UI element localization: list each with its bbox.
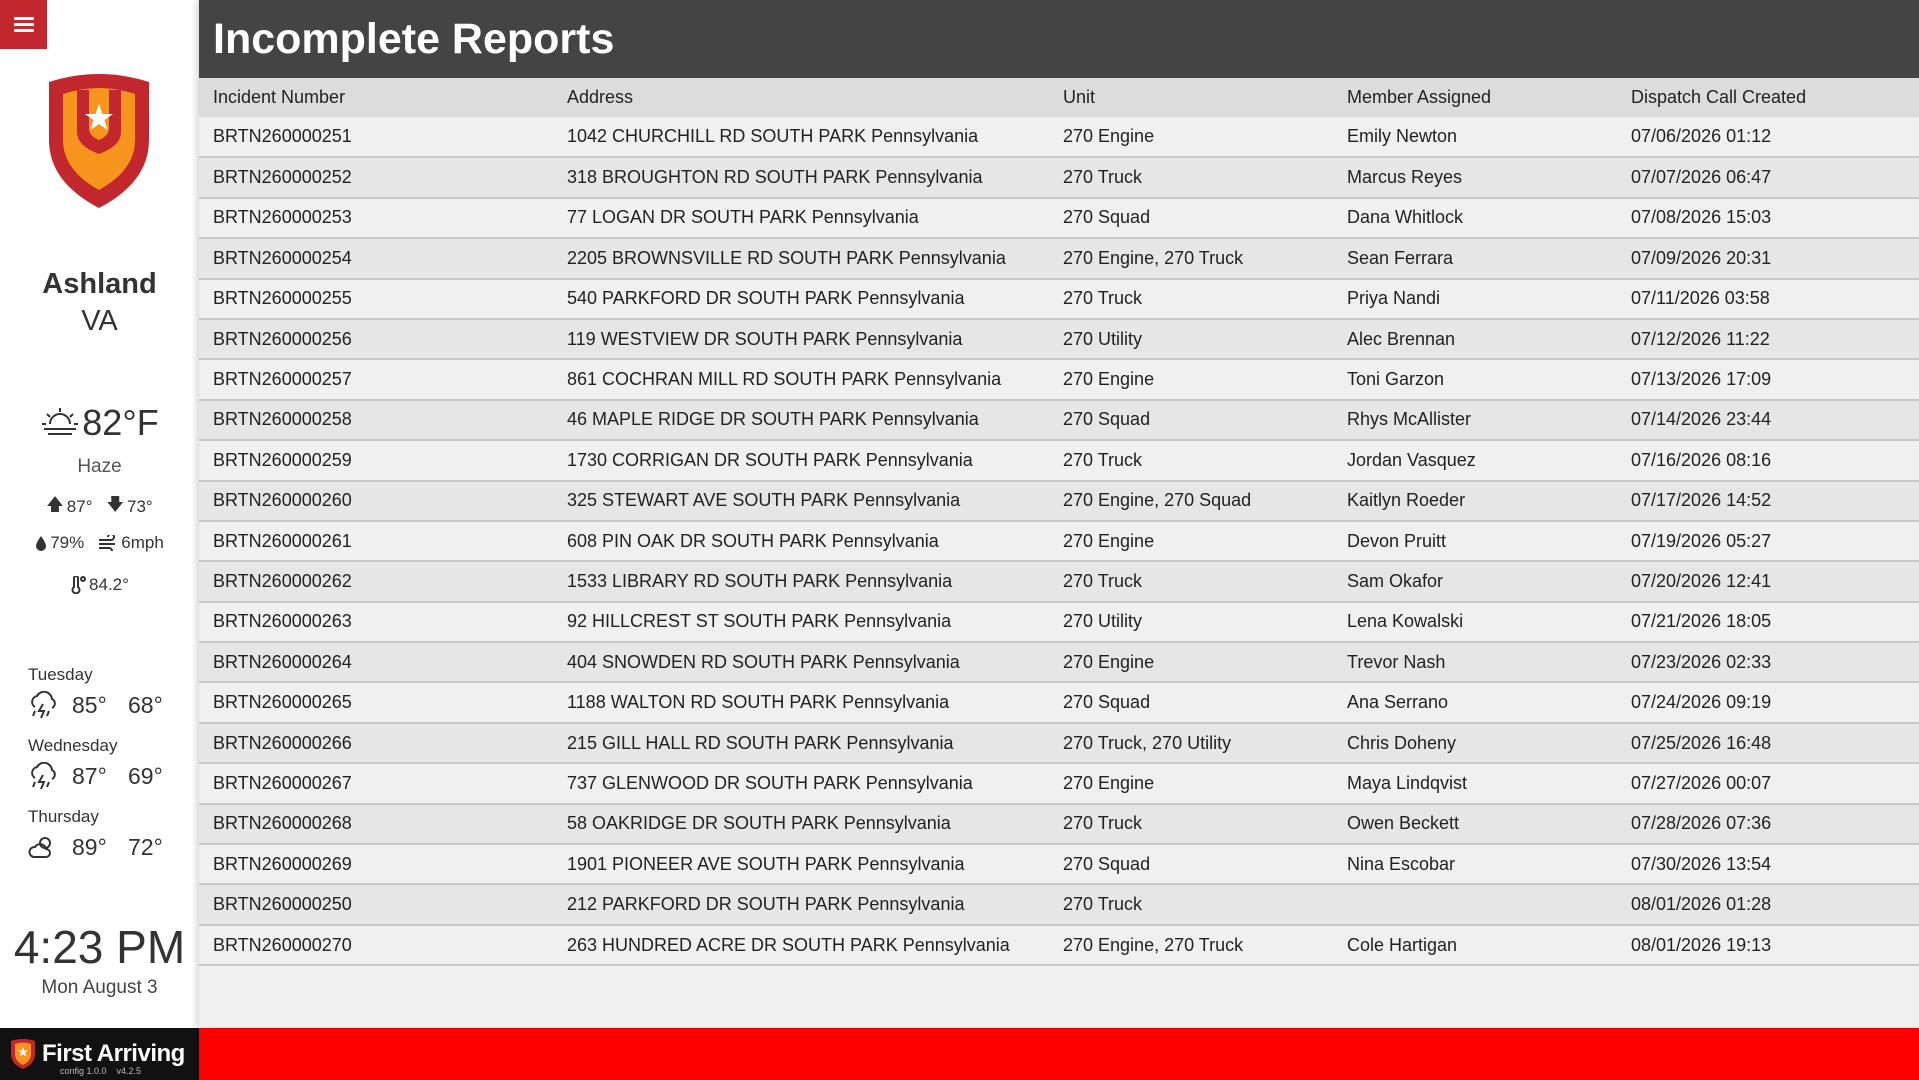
- forecast-day: [28, 807, 188, 861]
- dispatch-created-cell: 07/08/2026 15:03: [1631, 207, 1772, 228]
- unit-cell: 270 Squad: [1063, 853, 1151, 874]
- unit-cell: 270 Truck: [1063, 570, 1143, 591]
- forecast-high: 87°: [72, 762, 107, 789]
- table-row[interactable]: [199, 279, 1919, 319]
- member-assigned-cell: Alec Brennan: [1347, 328, 1456, 349]
- address-cell: 46 MAPLE RIDGE DR SOUTH PARK Pennsylvania: [567, 409, 979, 430]
- address-cell: 1901 PIONEER AVE SOUTH PARK Pennsylvania: [567, 853, 965, 874]
- member-assigned-cell: Devon Pruitt: [1347, 530, 1447, 551]
- member-assigned-cell: Ana Serrano: [1347, 692, 1449, 713]
- table-row[interactable]: [199, 642, 1919, 682]
- dispatch-created-cell: 07/19/2026 05:27: [1631, 530, 1772, 551]
- table-row[interactable]: [199, 804, 1919, 844]
- member-assigned-cell: Nina Escobar: [1347, 853, 1456, 874]
- unit-cell: 270 Engine, 270 Squad: [1063, 490, 1252, 511]
- current-weather: [0, 402, 199, 444]
- unit-cell: 270 Engine, 270 Truck: [1063, 934, 1244, 955]
- forecast-day-name: Wednesday: [28, 736, 118, 755]
- address-cell: 737 GLENWOOD DR SOUTH PARK Pennsylvania: [567, 772, 973, 793]
- unit-cell: 270 Engine: [1063, 369, 1155, 390]
- table-row[interactable]: [199, 440, 1919, 480]
- incident-number-cell: BRTN260000258: [213, 409, 352, 430]
- dispatch-created-cell: 07/25/2026 16:48: [1631, 732, 1772, 753]
- member-assigned-cell: Dana Whitlock: [1347, 207, 1464, 228]
- member-assigned-cell: Lena Kowalski: [1347, 611, 1464, 632]
- humidity-value: 79%: [50, 533, 85, 552]
- unit-cell: 270 Engine: [1063, 126, 1155, 147]
- table-row[interactable]: [199, 884, 1919, 924]
- address-cell: 540 PARKFORD DR SOUTH PARK Pennsylvania: [567, 288, 965, 309]
- member-assigned-cell: Sam Okafor: [1347, 570, 1444, 591]
- column-header-unit[interactable]: Unit: [1063, 87, 1096, 107]
- address-cell: 861 COCHRAN MILL RD SOUTH PARK Pennsylvania: [567, 369, 1002, 390]
- incident-number-cell: BRTN260000261: [213, 530, 352, 551]
- first-arriving-logo-icon: [10, 1038, 36, 1070]
- member-assigned-cell: Maya Lindqvist: [1347, 772, 1468, 793]
- config-version: config 1.0.0: [60, 1066, 107, 1076]
- table-header-row: [199, 78, 1919, 117]
- unit-cell: 270 Squad: [1063, 409, 1151, 430]
- dispatch-created-cell: 07/21/2026 18:05: [1631, 611, 1772, 632]
- arrow-up-icon: 🡅: [46, 495, 64, 514]
- table-row[interactable]: [199, 400, 1919, 440]
- member-assigned-cell: Trevor Nash: [1347, 651, 1446, 672]
- forecast-day-name: Thursday: [28, 807, 99, 826]
- member-assigned-cell: Cole Hartigan: [1347, 934, 1458, 955]
- address-cell: 1042 CHURCHILL RD SOUTH PARK Pennsylvania: [567, 126, 979, 147]
- unit-cell: 270 Utility: [1063, 611, 1143, 632]
- dispatch-created-cell: 07/17/2026 14:52: [1631, 490, 1772, 511]
- incident-number-cell: BRTN260000268: [213, 813, 352, 834]
- incident-number-cell: BRTN260000269: [213, 853, 352, 874]
- table-row[interactable]: [199, 238, 1919, 278]
- forecast-high: 85°: [72, 691, 107, 718]
- address-cell: 263 HUNDRED ACRE DR SOUTH PARK Pennsylvania: [567, 934, 1010, 955]
- incident-number-cell: BRTN260000253: [213, 207, 352, 228]
- incident-number-cell: BRTN260000252: [213, 167, 352, 188]
- forecast-day-name: Tuesday: [28, 665, 93, 684]
- column-header-incident-number[interactable]: Incident Number: [213, 87, 346, 107]
- incident-number-cell: BRTN260000257: [213, 369, 352, 390]
- thunderstorm-icon: [28, 691, 58, 719]
- table-row[interactable]: [199, 521, 1919, 561]
- table-row[interactable]: [199, 561, 1919, 601]
- unit-cell: 270 Truck, 270 Utility: [1063, 732, 1232, 753]
- high-low: [0, 492, 199, 521]
- incident-number-cell: BRTN260000259: [213, 449, 352, 470]
- dispatch-created-cell: 08/01/2026 01:28: [1631, 894, 1772, 915]
- table-body: [199, 117, 1919, 965]
- address-cell: 1188 WALTON RD SOUTH PARK Pennsylvania: [567, 692, 950, 713]
- forecast-day: [28, 736, 188, 790]
- forecast-day: [28, 665, 188, 719]
- member-assigned-cell: Marcus Reyes: [1347, 167, 1463, 188]
- incident-number-cell: BRTN260000270: [213, 934, 352, 955]
- unit-cell: 270 Truck: [1063, 813, 1143, 834]
- incident-number-cell: BRTN260000250: [213, 894, 352, 915]
- unit-cell: 270 Truck: [1063, 288, 1143, 309]
- unit-cell: 270 Engine: [1063, 651, 1155, 672]
- dispatch-created-cell: 07/24/2026 09:19: [1631, 692, 1772, 713]
- incident-number-cell: BRTN260000262: [213, 570, 352, 591]
- member-assigned-cell: Owen Beckett: [1347, 813, 1460, 834]
- address-cell: 119 WESTVIEW DR SOUTH PARK Pennsylvania: [567, 328, 963, 349]
- unit-cell: 270 Squad: [1063, 692, 1151, 713]
- sun-haze-icon: [40, 406, 80, 440]
- address-cell: 77 LOGAN DR SOUTH PARK Pennsylvania: [567, 207, 919, 228]
- page-title: Incomplete Reports: [213, 14, 615, 63]
- low-temp: 73°: [126, 496, 153, 516]
- incident-number-cell: BRTN260000256: [213, 328, 352, 349]
- dispatch-created-cell: 07/27/2026 00:07: [1631, 772, 1772, 793]
- feels-like: [0, 575, 199, 595]
- table-row[interactable]: [199, 723, 1919, 763]
- incident-number-cell: BRTN260000260: [213, 490, 352, 511]
- wind-icon: [98, 535, 118, 551]
- table-row[interactable]: [199, 925, 1919, 965]
- incident-number-cell: BRTN260000266: [213, 732, 352, 753]
- dispatch-created-cell: 08/01/2026 19:13: [1631, 934, 1772, 955]
- arrow-down-icon: 🡇: [106, 495, 124, 514]
- incident-number-cell: BRTN260000255: [213, 288, 352, 309]
- member-assigned-cell: Toni Garzon: [1347, 369, 1445, 390]
- location-city: Ashland: [42, 268, 157, 300]
- footer-version: [60, 1066, 141, 1076]
- clock-date: Mon August 3: [41, 977, 158, 998]
- footer-status-bar: [199, 1028, 1919, 1080]
- dispatch-created-cell: 07/12/2026 11:22: [1631, 328, 1770, 349]
- weather-condition: Haze: [77, 456, 122, 477]
- table-row[interactable]: [199, 844, 1919, 884]
- unit-cell: 270 Engine: [1063, 530, 1155, 551]
- address-cell: 318 BROUGHTON RD SOUTH PARK Pennsylvania: [567, 167, 983, 188]
- footer-brand: [0, 1028, 199, 1080]
- dispatch-created-cell: 07/28/2026 07:36: [1631, 813, 1772, 834]
- forecast-low: 68°: [128, 691, 163, 718]
- app-version: v4.2.5: [116, 1066, 142, 1076]
- unit-cell: 270 Truck: [1063, 167, 1143, 188]
- address-cell: 608 PIN OAK DR SOUTH PARK Pennsylvania: [567, 530, 939, 551]
- incident-number-cell: BRTN260000265: [213, 692, 352, 713]
- menu-button[interactable]: [0, 0, 47, 49]
- hamburger-icon: [14, 17, 34, 32]
- incomplete-reports-table: [199, 78, 1919, 966]
- thermometer-icon: [70, 576, 86, 594]
- location-state: VA: [81, 305, 118, 337]
- incident-number-cell: BRTN260000267: [213, 772, 352, 793]
- address-cell: 404 SNOWDEN RD SOUTH PARK Pennsylvania: [567, 651, 960, 672]
- main-panel: [199, 0, 1919, 1028]
- address-cell: 212 PARKFORD DR SOUTH PARK Pennsylvania: [567, 894, 965, 915]
- dispatch-created-cell: 07/11/2026 03:58: [1631, 288, 1770, 309]
- address-cell: 1730 CORRIGAN DR SOUTH PARK Pennsylvania: [567, 449, 973, 470]
- column-header-address[interactable]: Address: [567, 87, 634, 107]
- table-row[interactable]: [199, 602, 1919, 642]
- forecast-low: 69°: [128, 762, 163, 789]
- table-row[interactable]: [199, 682, 1919, 722]
- unit-cell: 270 Truck: [1063, 449, 1143, 470]
- unit-cell: 270 Squad: [1063, 207, 1151, 228]
- member-assigned-cell: Emily Newton: [1347, 126, 1458, 147]
- table-row[interactable]: [199, 117, 1919, 157]
- forecast-high: 89°: [72, 833, 107, 860]
- address-cell: 58 OAKRIDGE DR SOUTH PARK Pennsylvania: [567, 813, 951, 834]
- table-row[interactable]: [199, 481, 1919, 521]
- forecast-low: 72°: [128, 833, 163, 860]
- dispatch-created-cell: 07/16/2026 08:16: [1631, 449, 1772, 470]
- incident-number-cell: BRTN260000254: [213, 247, 352, 268]
- current-temperature: 82°F: [82, 402, 159, 443]
- feels-like-value: 84.2°: [89, 575, 129, 594]
- incident-number-cell: BRTN260000263: [213, 611, 352, 632]
- incident-number-cell: BRTN260000264: [213, 651, 352, 672]
- department-badge-logo: [41, 70, 157, 210]
- table-row[interactable]: [199, 319, 1919, 359]
- incident-number-cell: BRTN260000251: [213, 126, 352, 147]
- dispatch-created-cell: 07/07/2026 06:47: [1631, 167, 1772, 188]
- address-cell: 2205 BROWNSVILLE RD SOUTH PARK Pennsylvania: [567, 247, 1006, 268]
- address-cell: 1533 LIBRARY RD SOUTH PARK Pennsylvania: [567, 570, 953, 591]
- humidity-drop-icon: [35, 535, 47, 551]
- address-cell: 215 GILL HALL RD SOUTH PARK Pennsylvania: [567, 732, 954, 753]
- thunderstorm-icon: [28, 762, 58, 790]
- sidebar: [0, 0, 199, 1028]
- column-header-member-assigned[interactable]: Member Assigned: [1347, 87, 1492, 107]
- member-assigned-cell: Kaitlyn Roeder: [1347, 490, 1466, 511]
- unit-cell: 270 Engine, 270 Truck: [1063, 247, 1244, 268]
- address-cell: 325 STEWART AVE SOUTH PARK Pennsylvania: [567, 490, 961, 511]
- footer-brand-name: First Arriving: [42, 1040, 185, 1067]
- address-cell: 92 HILLCREST ST SOUTH PARK Pennsylvania: [567, 611, 952, 632]
- member-assigned-cell: Priya Nandi: [1347, 288, 1441, 309]
- page-header: [199, 0, 1919, 78]
- unit-cell: 270 Truck: [1063, 894, 1143, 915]
- clock-time: 4:23 PM: [13, 921, 186, 973]
- dispatch-created-cell: 07/23/2026 02:33: [1631, 651, 1772, 672]
- dispatch-created-cell: 07/09/2026 20:31: [1631, 247, 1772, 268]
- humidity-wind: [0, 533, 199, 553]
- column-header-dispatch-call-created[interactable]: Dispatch Call Created: [1631, 87, 1807, 107]
- high-temp: 87°: [66, 496, 93, 516]
- table-row[interactable]: [199, 198, 1919, 238]
- dispatch-created-cell: 07/06/2026 01:12: [1631, 126, 1772, 147]
- dispatch-created-cell: 07/20/2026 12:41: [1631, 570, 1772, 591]
- table-row[interactable]: [199, 157, 1919, 197]
- unit-cell: 270 Engine: [1063, 772, 1155, 793]
- unit-cell: 270 Utility: [1063, 328, 1143, 349]
- member-assigned-cell: [1333, 884, 1617, 924]
- member-assigned-cell: Jordan Vasquez: [1347, 449, 1476, 470]
- wind-value: 6mph: [121, 533, 164, 552]
- member-assigned-cell: Sean Ferrara: [1347, 247, 1454, 268]
- table-row[interactable]: [199, 359, 1919, 399]
- dispatch-created-cell: 07/14/2026 23:44: [1631, 409, 1772, 430]
- member-assigned-cell: Chris Doheny: [1347, 732, 1457, 753]
- dispatch-created-cell: 07/30/2026 13:54: [1631, 853, 1772, 874]
- dispatch-created-cell: 07/13/2026 17:09: [1631, 369, 1772, 390]
- member-assigned-cell: Rhys McAllister: [1347, 409, 1472, 430]
- cloud-sun-icon: [28, 833, 58, 861]
- table-row[interactable]: [199, 763, 1919, 803]
